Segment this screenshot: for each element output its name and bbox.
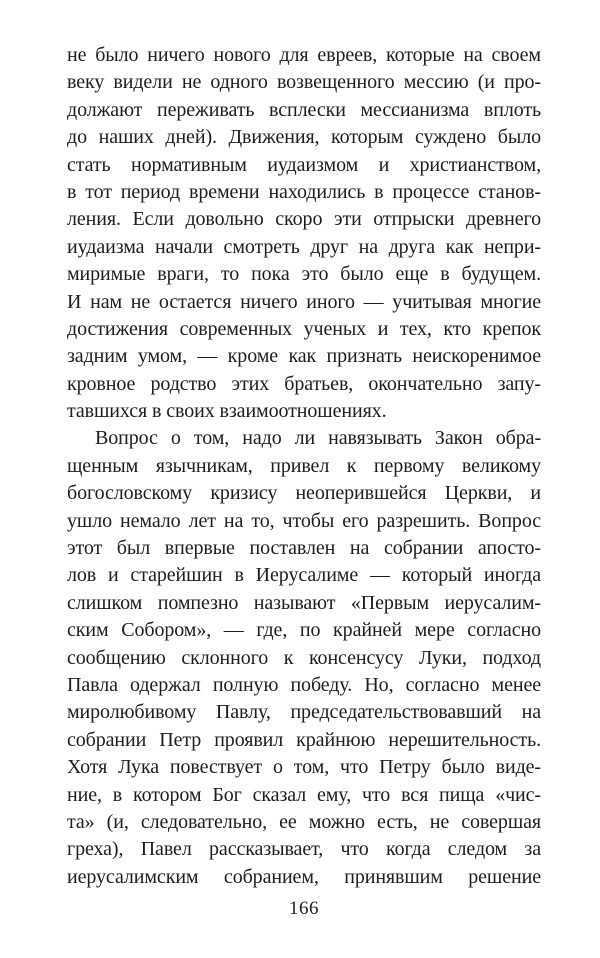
text-line: богословскому кризису неоперившейся Церкви, и (67, 482, 541, 505)
text-line: ушло немало лет на то, чтобы его разрешить. Вопрос (67, 509, 541, 532)
text-line: тавшихся в своих взаимоотношениях. (67, 400, 387, 423)
text-line: та» (и, следовательно, ее можно есть, не совершая (67, 810, 541, 833)
text-line: миролюбивому Павлу, председательствовавший на (67, 701, 541, 724)
text-line: стать нормативным иудаизмом и христианством, (67, 153, 541, 176)
page-text (67, 42, 541, 891)
text-line: греха), Павел рассказывает, что когда следом за (67, 838, 541, 861)
text-line: иудаизма начали смотреть друг на друга как непри- (67, 235, 541, 258)
text-line: ние, в котором Бог сказал ему, что вся пища «чис- (67, 783, 541, 806)
text-line: ления. Если довольно скоро эти отпрыски древнего (67, 208, 541, 231)
text-line: лов и старейшин в Иерусалиме — который иногда (67, 564, 541, 587)
text-line: достижения современных ученых и тех, кто крепок (67, 317, 541, 340)
text-line: в тот период времени находились в процессе станов- (67, 180, 541, 203)
text-line: веку видели не одного возвещенного мессию (и про- (67, 71, 541, 94)
text-line: до наших дней). Движения, которым суждено было (67, 126, 541, 149)
text-line: И нам не остается ничего иного — учитывая многие (67, 290, 541, 313)
text-line: Павла одержал полную победу. Но, согласно менее (67, 673, 541, 696)
text-line: сообщению склонного к консенсусу Луки, подход (67, 646, 541, 669)
text-line: должают переживать всплески мессианизма вплоть (67, 98, 541, 121)
text-line: Хотя Лука повествует о том, что Петру было виде- (67, 756, 541, 779)
text-line: собрании Петр проявил крайнюю нерешительность. (67, 728, 541, 751)
text-line: слишком помпезно называют «Первым иерусалим- (67, 591, 541, 614)
text-line: щенным язычникам, привел к первому великому (67, 454, 541, 477)
text-line: кровное родство этих братьев, окончательно запу- (67, 372, 541, 395)
text-line: миримые враги, то пока это было еще в будущем. (67, 263, 541, 286)
text-line: не было ничего нового для евреев, которые на своем (67, 44, 541, 66)
text-line: ским Собором», — где, по крайней мере согласно (67, 619, 541, 642)
text-line: этот был впервые поставлен на собрании апосто- (67, 537, 541, 560)
text-line: задним умом, — кроме как признать неискоренимое (67, 345, 541, 368)
text-line: иерусалимским собранием, принявшим решение (67, 865, 541, 888)
text-line: Вопрос о том, надо ли навязывать Закон обра- (95, 427, 541, 450)
page-number: 166 (289, 898, 319, 919)
